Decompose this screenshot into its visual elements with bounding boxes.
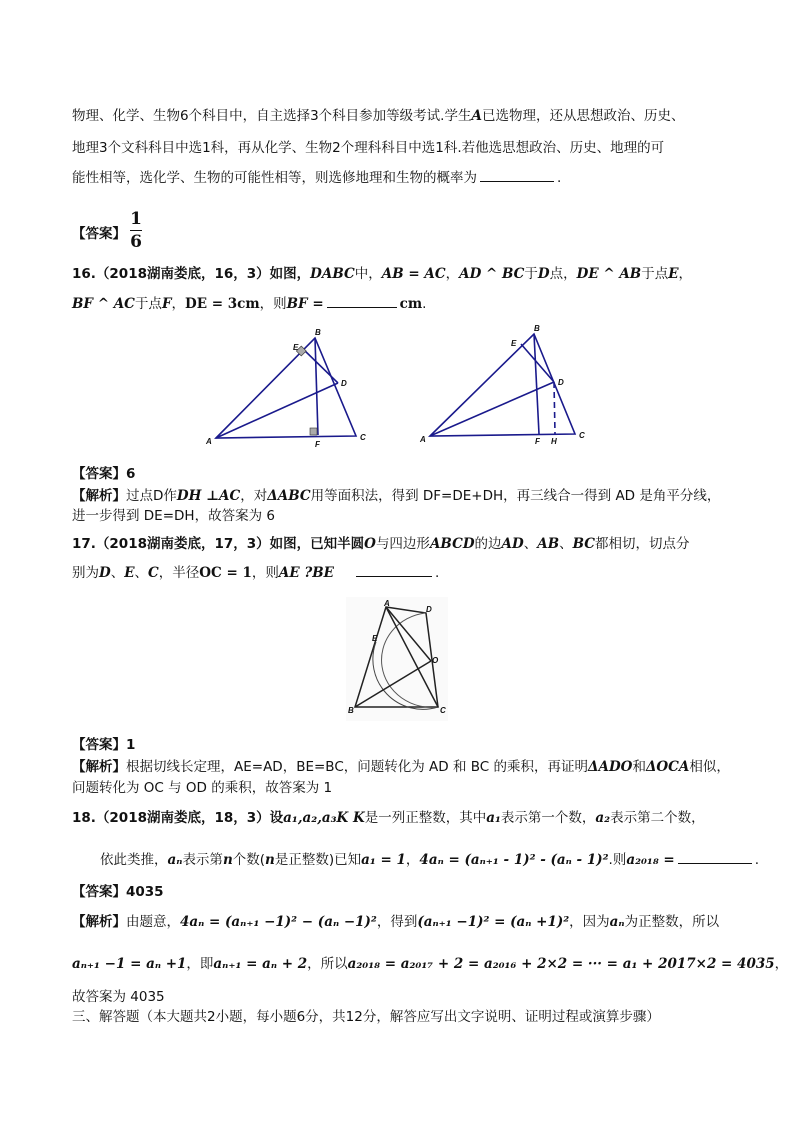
q17-figure (346, 597, 448, 721)
q17-analysis-2: 问题转化为 OC 与 OD 的乘积，故答案为 1 (72, 780, 333, 796)
text: 和 (632, 759, 646, 775)
fig-label: D (426, 605, 432, 614)
text: ，即 (186, 956, 214, 972)
text: 为正整数，所以 (624, 914, 720, 930)
text: . (754, 852, 760, 868)
text: 于 (524, 266, 538, 282)
math: n (265, 852, 275, 868)
q16-line-2 (72, 292, 426, 312)
numerator: 1 (130, 209, 142, 229)
text: 根据切线长定理，AE=AD，BE=BC，问题转化为 AD 和 BC 的乘积，再证明 (126, 759, 589, 775)
math: ΔABC (267, 488, 311, 504)
math: BF ^ AC (72, 296, 135, 312)
math: C (148, 565, 159, 581)
text: 与四边形 (375, 536, 430, 552)
math: DE ^ AB (576, 266, 642, 282)
text: 能性相等，选化学、生物的可能性相等，则选修地理和生物的概率为 (72, 170, 477, 186)
text: 17.（2018湖南娄底，17，3）如图，已知半圆 (72, 536, 365, 552)
answer-blank (480, 180, 554, 182)
math: a₁ (486, 810, 501, 826)
q18-answer (72, 880, 164, 900)
intro-line-2 (72, 136, 664, 156)
math: DABC (310, 266, 355, 282)
text: ，得到 (376, 914, 418, 930)
text: 地理3个文科科目中选1科，再从化学、生物2个理科科目中选1科.若他选思想政治、历史、地理的可 (72, 140, 665, 156)
text: 表示第 (182, 852, 223, 868)
fig-label: A (206, 437, 212, 446)
label: 【答案】 (72, 466, 126, 482)
q18-analysis-3: 故答案为 4035 (72, 989, 165, 1005)
math: 4aₙ = (aₙ₊₁ −1)² − (aₙ −1)² (180, 914, 377, 930)
math: BF = (286, 296, 324, 312)
math: D (99, 565, 111, 581)
q18-line-1 (72, 806, 705, 826)
var-a: A (471, 108, 482, 124)
math: E (124, 565, 135, 581)
value: 1 (126, 737, 136, 753)
fig-label: B (348, 706, 354, 715)
q16-figure-right (418, 322, 590, 448)
text: ， (445, 266, 460, 282)
fig-label: D (558, 378, 564, 387)
answer-blank (678, 862, 752, 864)
text: ，所以 (307, 956, 348, 972)
text: 个数( (232, 852, 266, 868)
math: OC = 1 (199, 565, 252, 581)
text: 别为 (72, 565, 99, 581)
label: 【解析】 (72, 914, 126, 930)
q16-analysis-1 (72, 484, 720, 504)
text: . (422, 296, 427, 312)
math: aₙ (167, 852, 183, 868)
text: 表示第一个数， (500, 810, 596, 826)
math: D (537, 266, 550, 282)
text: 于点 (641, 266, 669, 282)
answer-15-fraction (130, 209, 142, 252)
text: 于点 (134, 296, 162, 312)
math: ΔADO (588, 759, 633, 775)
fig-label: H (551, 437, 557, 446)
math: (aₙ₊₁ −1)² = (aₙ +1)² (417, 914, 570, 930)
math: a₂ (595, 810, 611, 826)
q18-analysis-2 (72, 952, 788, 972)
math: ABCD (429, 536, 475, 552)
text: 的边 (474, 536, 502, 552)
text: ， (171, 296, 186, 312)
unit: cm (399, 296, 423, 312)
intro-line-3 (72, 166, 561, 186)
text: ，则 (251, 565, 279, 581)
math: ΔOCA (645, 759, 690, 775)
text: . (557, 170, 562, 186)
math: BC (572, 536, 596, 552)
math: a₁ = 1 (361, 852, 406, 868)
text: 、 (559, 536, 573, 552)
text: 依此类推， (100, 852, 168, 868)
section-3-heading: 三、解答题（本大题共2小题，每小题6分，共12分，解答应写出文字说明、证明过程或演算步骤） (72, 1009, 660, 1025)
text: ， (405, 852, 420, 868)
label: 【答案】 (72, 884, 126, 900)
q18-analysis-1 (72, 910, 719, 930)
text: 是一列正整数，其中 (364, 810, 487, 826)
fig-label: O (432, 656, 439, 665)
text: 是正整数)已知 (274, 852, 362, 868)
text: 过点D作 (126, 488, 177, 504)
fig-label: F (315, 440, 320, 449)
fig-label: E (293, 343, 299, 352)
math: AB (537, 536, 560, 552)
math: AD ^ BC (459, 266, 525, 282)
text: 、 (110, 565, 125, 581)
text: 16.（2018湖南娄底，16，3）如图， (72, 266, 311, 282)
q18-line-2 (100, 848, 759, 868)
text: 用等面积法，得到 DF=DE+DH，再三线合一得到 AD 是角平分线， (310, 488, 721, 504)
math: a₁,a₂,a₃K K (283, 810, 365, 826)
text: 点， (549, 266, 577, 282)
denominator: 6 (130, 232, 142, 252)
fig-label: E (372, 634, 378, 643)
math: E (668, 266, 679, 282)
text: ，半径 (158, 565, 200, 581)
text: 中， (354, 266, 382, 282)
text: 都相切，切点分 (595, 536, 690, 552)
q16-analysis-2: 进一步得到 DE=DH，故答案为 6 (72, 508, 275, 524)
text: 、 (523, 536, 538, 552)
math: a₂₀₁₈ = a₂₀₁₇ + 2 = a₂₀₁₆ + 2×2 = ··· = a₁ + 2017×2 = 4035 (347, 956, 775, 972)
fig-label: F (535, 437, 540, 446)
text: ， (774, 956, 789, 972)
intro-line-1 (72, 104, 684, 124)
q17-line-2 (72, 561, 439, 581)
value: 4035 (126, 884, 164, 900)
fig-label: C (440, 706, 446, 715)
fig-label: A (384, 599, 390, 608)
fig-label: B (534, 324, 540, 333)
text: ，因为 (569, 914, 610, 930)
q17-answer (72, 733, 135, 753)
label: 【解析】 (72, 488, 126, 504)
text: 物理、化学、生物6个科目中，自主选择3个科目参加等级考试.学生 (72, 108, 472, 124)
value: 6 (126, 466, 136, 482)
text: . (434, 565, 440, 581)
math: aₙ₊₁ = aₙ + 2 (213, 956, 308, 972)
q17-analysis-1 (72, 755, 730, 775)
text: 已选物理，还从思想政治、历史、 (481, 108, 685, 124)
q16-answer (72, 462, 135, 482)
text: 表示第二个数， (610, 810, 705, 826)
math: aₙ (609, 914, 625, 930)
fig-label: C (360, 433, 366, 442)
math: aₙ₊₁ −1 = aₙ +1 (72, 956, 187, 972)
q16-line-1 (72, 262, 692, 282)
math: DH ⊥AC (176, 488, 241, 504)
q16-figure-left (200, 326, 370, 450)
answer-15-label: 【答案】 (72, 226, 126, 242)
text: 、 (134, 565, 149, 581)
fig-label: D (341, 379, 347, 388)
fig-label: B (315, 328, 321, 337)
math: a₂₀₁₈ = (626, 852, 675, 868)
q17-line-1 (72, 532, 690, 552)
fig-label: A (420, 435, 426, 444)
fig-label: E (511, 339, 517, 348)
math: DE = 3cm (185, 296, 260, 312)
math: AD (501, 536, 524, 552)
text: ，对 (240, 488, 268, 504)
text: 18.（2018湖南娄底，18，3）设 (72, 810, 284, 826)
math: O (364, 536, 376, 552)
text: ， (678, 266, 693, 282)
fraction-bar (130, 230, 142, 231)
text: ，则 (259, 296, 287, 312)
math: F (161, 296, 172, 312)
fig-label: C (579, 431, 585, 440)
math: 4aₙ = (aₙ₊₁ - 1)² - (aₙ - 1)² (419, 852, 609, 868)
math: n (222, 852, 233, 868)
answer-blank (327, 306, 397, 308)
label: 【解析】 (72, 759, 126, 775)
text: 由题意， (126, 914, 180, 930)
text: .则 (608, 852, 627, 868)
answer-blank (356, 575, 432, 577)
math: AB = AC (381, 266, 446, 282)
math: AE ?BE (278, 565, 334, 581)
label: 【答案】 (72, 737, 126, 753)
text: 相似， (689, 759, 730, 775)
